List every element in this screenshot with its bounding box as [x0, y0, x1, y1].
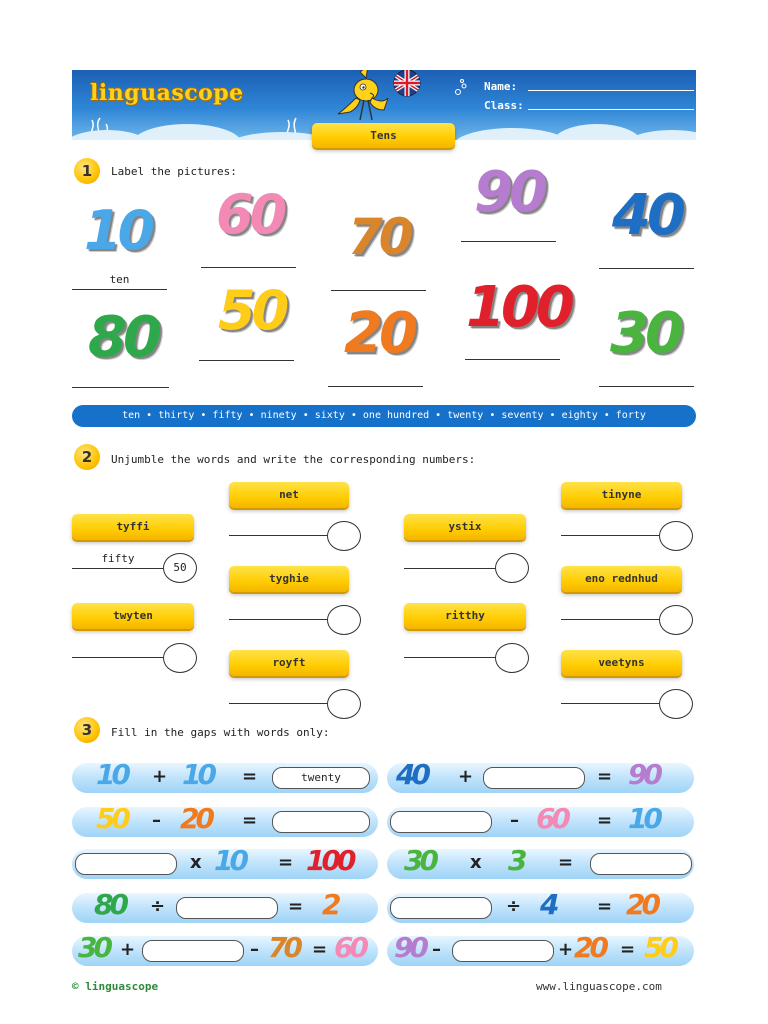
jumbled-word-tab: eno rednhud — [561, 566, 682, 592]
section2-instruction: Unjumble the words and write the corresponding numbers: — [111, 453, 476, 466]
number-3: 3 — [508, 844, 524, 877]
logo: linguascope — [90, 80, 244, 106]
answer-line — [561, 703, 661, 704]
number-50: 50 — [96, 802, 127, 835]
number-answer-circle[interactable] — [659, 689, 693, 719]
jumbled-word-tab: ystix — [404, 514, 526, 540]
picture-number-80: 80 — [88, 305, 158, 370]
word-bank: ten • thirty • fifty • ninety • sixty • one hundred • twenty • seventy • eighty • forty — [72, 405, 696, 427]
jumbled-word-tab: veetyns — [561, 650, 682, 676]
equals-sign: = — [597, 810, 613, 831]
number-70: 70 — [268, 931, 299, 964]
equals-sign: = — [597, 766, 613, 787]
number-20: 20 — [574, 931, 605, 964]
equals-sign: = — [558, 852, 574, 873]
number-answer-circle[interactable] — [327, 605, 361, 635]
answer-line — [229, 535, 329, 536]
answer-line — [561, 535, 661, 536]
picture-number-60: 60 — [216, 183, 284, 246]
number-90: 90 — [628, 758, 659, 791]
word-answer[interactable]: fifty — [101, 552, 135, 565]
number-60: 60 — [334, 931, 365, 964]
minus-sign: – — [152, 810, 161, 831]
number-answer-circle[interactable] — [659, 521, 693, 551]
divide-sign: ÷ — [150, 896, 166, 917]
number-30: 30 — [404, 844, 435, 877]
answer-box[interactable] — [75, 853, 177, 875]
answer-box[interactable] — [390, 811, 492, 833]
equals-sign: = — [597, 896, 613, 917]
answer-box[interactable] — [452, 940, 554, 962]
title-tab: Tens — [312, 123, 455, 148]
number-90: 90 — [394, 931, 425, 964]
plus-sign: + — [120, 939, 136, 960]
plus-sign: + — [458, 766, 474, 787]
answer-line — [404, 657, 496, 658]
class-label: Class: — [484, 99, 524, 112]
number-answer-circle[interactable]: 50 — [163, 553, 197, 583]
answer-box[interactable] — [390, 897, 492, 919]
minus-sign: – — [432, 939, 441, 960]
equals-sign: = — [242, 810, 258, 831]
answer-line — [201, 267, 296, 268]
number-answer-circle[interactable] — [327, 521, 361, 551]
jumbled-word-tab: tinyne — [561, 482, 682, 508]
answer-line — [461, 241, 556, 242]
number-2: 2 — [322, 888, 338, 921]
number-60: 60 — [536, 802, 567, 835]
answer-line — [404, 568, 496, 569]
number-10: 10 — [628, 802, 659, 835]
number-10: 10 — [214, 844, 245, 877]
number-100: 100 — [306, 844, 353, 877]
picture-number-90: 90 — [474, 160, 544, 225]
answer-line — [599, 268, 694, 269]
answer-box[interactable] — [272, 811, 370, 833]
section1-number: 1 — [74, 158, 100, 184]
name-label: Name: — [484, 80, 518, 93]
number-50: 50 — [644, 931, 675, 964]
equals-sign: = — [278, 852, 294, 873]
answer-box[interactable] — [142, 940, 244, 962]
bubbles-icon — [452, 78, 472, 98]
answer-box[interactable] — [176, 897, 278, 919]
number-30: 30 — [78, 931, 109, 964]
times-sign: x — [470, 852, 482, 873]
number-10: 10 — [182, 758, 213, 791]
answer-box[interactable] — [483, 767, 585, 789]
number-answer-circle[interactable] — [163, 643, 197, 673]
number-answer-circle[interactable] — [495, 643, 529, 673]
plus-sign: + — [152, 766, 168, 787]
answer-box[interactable] — [590, 853, 692, 875]
minus-sign: – — [250, 939, 259, 960]
section1-instruction: Label the pictures: — [111, 165, 237, 178]
answer-line — [328, 386, 423, 387]
website-link[interactable]: www.linguascope.com — [536, 980, 662, 993]
plus-sign: + — [558, 939, 574, 960]
equals-sign: = — [242, 766, 258, 787]
number-answer-circle[interactable] — [495, 553, 529, 583]
section3-number: 3 — [74, 717, 100, 743]
number-4: 4 — [540, 888, 556, 921]
picture-number-30: 30 — [610, 301, 680, 366]
minus-sign: – — [510, 810, 519, 831]
divide-sign: ÷ — [506, 896, 522, 917]
equals-sign: = — [620, 939, 636, 960]
answer-line — [72, 289, 167, 290]
number-answer-circle[interactable] — [659, 605, 693, 635]
answer-line — [465, 359, 560, 360]
number-20: 20 — [626, 888, 657, 921]
answer-line — [229, 619, 329, 620]
answer-box[interactable]: twenty — [272, 767, 370, 789]
equals-sign: = — [288, 896, 304, 917]
number-80: 80 — [94, 888, 125, 921]
jumbled-word-tab: royft — [229, 650, 349, 676]
equals-sign: = — [312, 939, 328, 960]
picture-number-70: 70 — [348, 208, 410, 266]
class-field[interactable] — [528, 109, 694, 110]
answer-line — [72, 657, 164, 658]
answer-line — [72, 568, 164, 569]
picture-number-40: 40 — [612, 183, 682, 248]
answer-line — [561, 619, 661, 620]
section3-instruction: Fill in the gaps with words only: — [111, 726, 330, 739]
number-answer-circle[interactable] — [327, 689, 361, 719]
picture-number-50: 50 — [218, 279, 286, 342]
jumbled-word-tab: ritthy — [404, 603, 526, 629]
times-sign: x — [190, 852, 202, 873]
answer-line — [331, 290, 426, 291]
number-40: 40 — [396, 758, 427, 791]
name-field[interactable] — [528, 90, 694, 91]
answer-line — [229, 703, 329, 704]
number-10: 10 — [96, 758, 127, 791]
picture-number-20: 20 — [344, 301, 414, 366]
number-20: 20 — [180, 802, 211, 835]
picture-number-10: 10 — [84, 199, 152, 262]
copyright: © linguascope — [72, 980, 159, 993]
section2-number: 2 — [74, 444, 100, 470]
picture-number-100: 100 — [466, 275, 571, 340]
jumbled-word-tab: twyten — [72, 603, 194, 629]
jumbled-word-tab: tyghie — [229, 566, 349, 592]
jumbled-word-tab: tyffi — [72, 514, 194, 540]
picture-answer[interactable]: ten — [109, 273, 130, 286]
answer-line — [199, 360, 294, 361]
jumbled-word-tab: net — [229, 482, 349, 508]
uk-flag-ball-icon — [392, 70, 422, 98]
answer-line — [72, 387, 169, 388]
answer-line — [599, 386, 694, 387]
